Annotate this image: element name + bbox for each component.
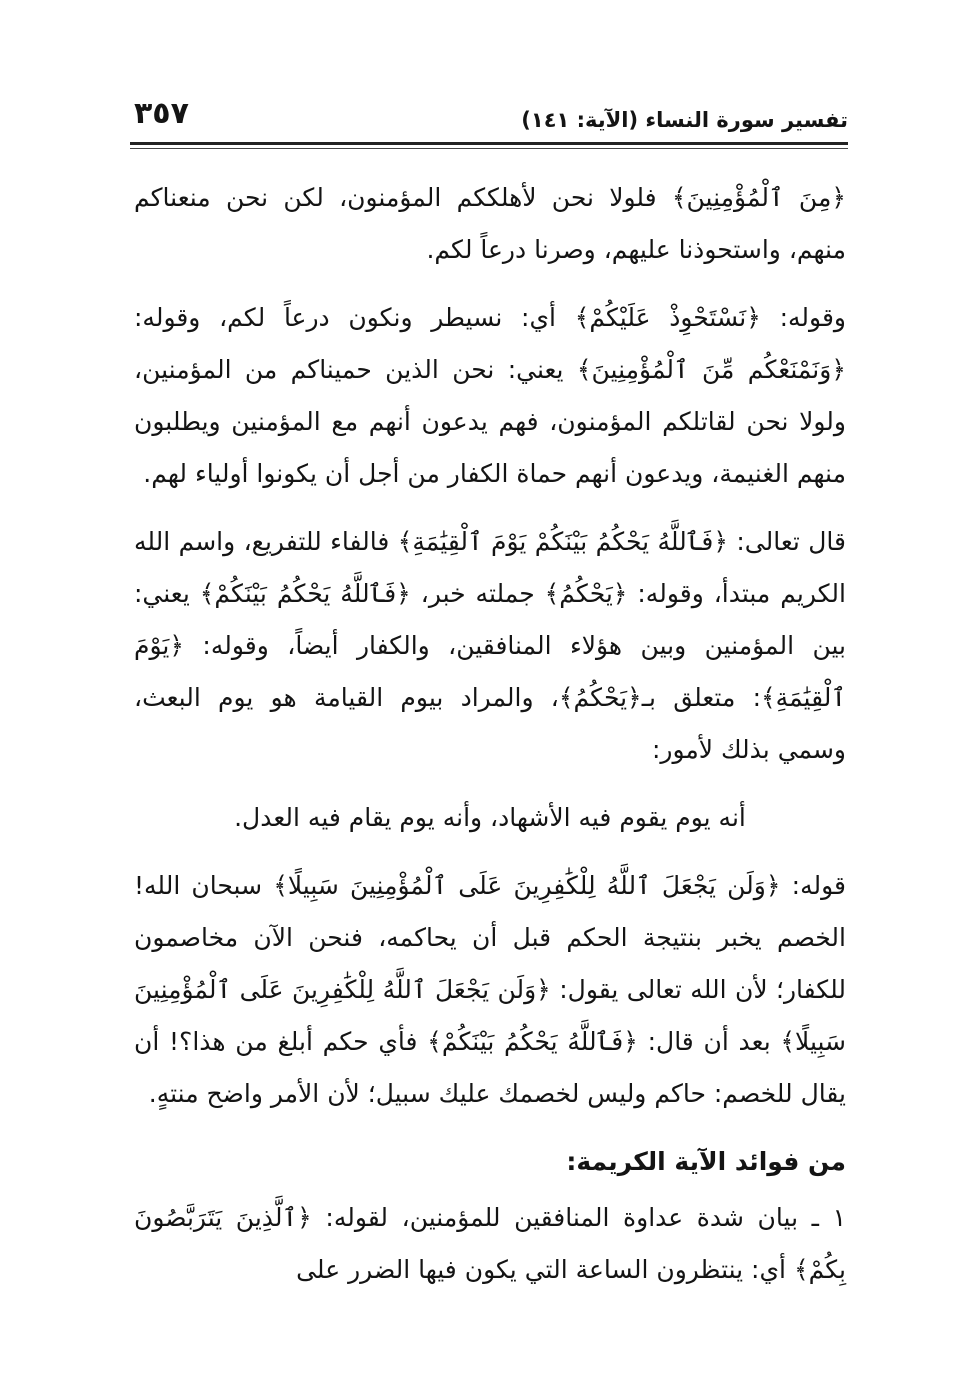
page-body (134, 172, 846, 1312)
header-rule-thin (130, 148, 848, 149)
paragraph-5: قوله: ﴿وَلَن يَجْعَلَ ٱللَّهُ لِلْكَٰفِرِينَ عَلَى ٱلْمُؤْمِنِينَ سَبِيلًا﴾ سبحان الله! الخصم يخبر بنتيجة الحكم قبل أن يحاكمه، فنحن الآن مخاصمون للكفار؛ لأن الله تعالى يقول: ﴿وَلَن يَجْعَلَ ٱللَّهُ لِلْكَٰفِرِينَ عَلَى ٱلْمُؤْمِنِينَ سَبِيلًا﴾ بعد أن قال: ﴿فَٱللَّهُ يَحْكُمُ بَيْنَكُمْ﴾ فأي حكم أبلغ من هذا؟! أن يقال للخصم: حاكم وليس لخصمك عليك سبيل؛ لأن الأمر واضح منتهٍ. (134, 871, 846, 1108)
paragraph-2: وقوله: ﴿نَسْتَحْوِذْ عَلَيْكُمْ﴾ أي: نسيطر ونكون درعاً لكم، وقوله: ﴿وَنَمْنَعْكُم مِّنَ ٱلْمُؤْمِنِينَ﴾ يعني: نحن الذين حميناكم من المؤمنين، ولولا نحن لقاتلكم المؤمنون، فهم يدعون أنهم مع المؤمنين ويطلبون منهم الغنيمة، ويدعون أنهم حماة الكفار من أجل أن يكونوا أولياء لهم. (134, 303, 846, 488)
page-header (130, 96, 848, 142)
page-number: ٣٥٧ (134, 96, 189, 131)
paragraph-4: أنه يوم يقوم فيه الأشهاد، وأنه يوم يقام فيه العدل. (234, 803, 746, 832)
header-rule (130, 142, 848, 145)
paragraph-3: قال تعالى: ﴿فَٱللَّهُ يَحْكُمُ بَيْنَكُمْ يَوْمَ ٱلْقِيَٰمَةِ﴾ فالفاء للتفريع، واسم الله الكريم مبتدأ، وقوله: ﴿يَحْكُمُ﴾ جملته خبر، ﴿فَٱللَّهُ يَحْكُمُ بَيْنَكُمْ﴾ يعني: بين المؤمنين وبين هؤلاء المنافقين، والكفار أيضاً، وقوله: ﴿يَوْمَ ٱلْقِيَٰمَةِ﴾: متعلق بـ﴿يَحْكُمُ﴾، والمراد بيوم القيامة هو يوم البعث، وسمي بذلك لأمور: (134, 527, 846, 764)
paragraph-1: ﴿مِنَ ٱلْمُؤْمِنِينَ﴾ فلولا نحن لأهلككم المؤمنون، لكن نحن منعناكم منهم، واستحوذنا عليهم، وصرنا درعاً لكم. (134, 183, 846, 264)
paragraph-6: ١ ـ بيان شدة عداوة المنافقين للمؤمنين، لقوله: ﴿ٱلَّذِينَ يَتَرَبَّصُونَ بِكُمْ﴾ أي: ينتظرون الساعة التي يكون فيها الضرر على (134, 1203, 846, 1284)
section-heading: من فوائد الآية الكريمة: (566, 1147, 846, 1176)
running-title: تفسير سورة النساء (الآية: ١٤١) (521, 108, 848, 132)
